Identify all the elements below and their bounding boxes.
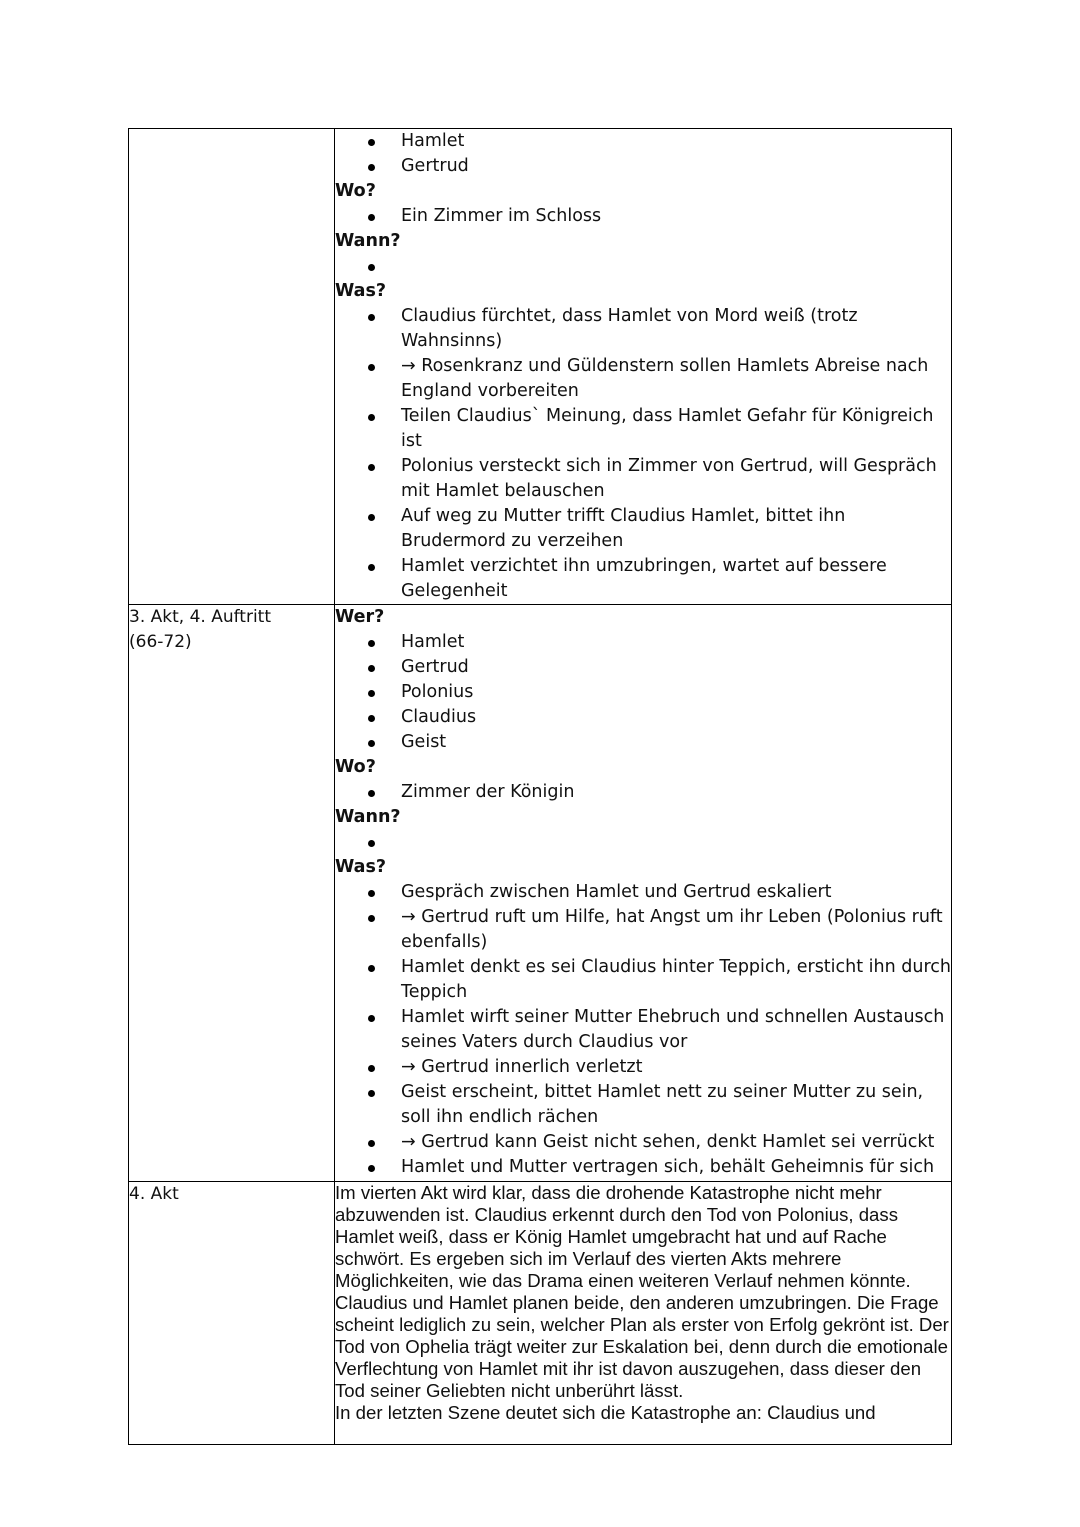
list-item: Hamlet <box>335 129 951 154</box>
bullet-icon <box>335 1055 401 1080</box>
list-item-empty <box>335 830 951 855</box>
list-item: Hamlet verzichtet ihn umzubringen, wartet auf bessere Gelegenheit <box>335 554 951 604</box>
act-summary-cell <box>335 1182 952 1445</box>
list-item: Claudius <box>335 705 951 730</box>
list-item: → Gertrud kann Geist nicht sehen, denkt Hamlet sei verrückt <box>335 1130 951 1155</box>
list-item: Gespräch zwischen Hamlet und Gertrud eskaliert <box>335 880 951 905</box>
list-item: Geist erscheint, bittet Hamlet nett zu seiner Mutter zu sein, soll ihn endlich rächen <box>335 1080 951 1130</box>
list-item: Polonius <box>335 680 951 705</box>
act-summary-paragraph: In der letzten Szene deutet sich die Katastrophe an: Claudius und <box>335 1402 876 1423</box>
bullet-icon <box>335 1080 401 1130</box>
scene-content-cell <box>335 605 952 1182</box>
bullet-icon <box>335 554 401 604</box>
bullet-icon <box>335 1155 401 1180</box>
bullet-icon <box>335 254 401 279</box>
list-item: → Rosenkranz und Güldenstern sollen Hamlets Abreise nach England vorbereiten <box>335 354 951 404</box>
scene-label-cell <box>129 129 335 605</box>
act-summary-paragraph: Im vierten Akt wird klar, dass die drohende Katastrophe nicht mehr abzuwenden ist. Claudius erkennt durch den Tod von Polonius, dass Hamlet weiß, dass er König Hamlet umgebracht hat und auf Rache schwört. Es ergeben sich im Verlauf des vierten Akts mehrere Möglichkeiten, wie das Drama einen weiteren Verlauf nehmen könnte. Claudius und Hamlet planen beide, den anderen umzubringen. Die Frage scheint lediglich zu sein, welcher Plan als erster von Erfolg gekrönt ist. Der Tod von Ophelia trägt weiter zur Eskalation bei, denn durch die emotionale Verflechtung von Hamlet mit ihr ist davon auszugehen, dass dieser den Tod seiner Geliebten nicht unberührt lässt. <box>335 1182 949 1401</box>
list-item: Geist <box>335 730 951 755</box>
list-item: Gertrud <box>335 154 951 179</box>
table-row <box>129 1182 952 1445</box>
bullet-icon <box>335 655 401 680</box>
bullet-icon <box>335 905 401 955</box>
scene-title: 4. Akt <box>129 1184 179 1204</box>
list-item: Hamlet und Mutter vertragen sich, behält Geheimnis für sich <box>335 1155 951 1180</box>
bullet-icon <box>335 705 401 730</box>
table-row <box>129 605 952 1182</box>
bullet-icon <box>335 454 401 504</box>
list-item: Claudius fürchtet, dass Hamlet von Mord weiß (trotz Wahnsinns) <box>335 304 951 354</box>
wann-heading: Wann? <box>335 231 401 251</box>
bullet-icon <box>335 955 401 1005</box>
scene-summary-table <box>128 128 952 1445</box>
scene-lines: (66-72) <box>129 632 192 652</box>
scene-label-cell <box>129 605 335 1182</box>
bullet-icon <box>335 680 401 705</box>
list-item: Polonius versteckt sich in Zimmer von Gertrud, will Gespräch mit Hamlet belauschen <box>335 454 951 504</box>
bullet-icon <box>335 1005 401 1055</box>
was-heading: Was? <box>335 281 387 301</box>
bullet-icon <box>335 1130 401 1155</box>
bullet-icon <box>335 129 401 154</box>
bullet-icon <box>335 354 401 404</box>
bullet-icon <box>335 304 401 354</box>
list-item: Hamlet wirft seiner Mutter Ehebruch und schnellen Austausch seines Vaters durch Claudius vor <box>335 1005 951 1055</box>
list-item: Auf weg zu Mutter trifft Claudius Hamlet, bittet ihn Brudermord zu verzeihen <box>335 504 951 554</box>
bullet-icon <box>335 880 401 905</box>
list-item: Gertrud <box>335 655 951 680</box>
bullet-icon <box>335 780 401 805</box>
scene-title: 3. Akt, 4. Auftritt <box>129 607 271 627</box>
bullet-icon <box>335 404 401 454</box>
list-item: Hamlet <box>335 630 951 655</box>
scene-content-cell <box>335 129 952 605</box>
bullet-icon <box>335 204 401 229</box>
table-row <box>129 129 952 605</box>
bullet-icon <box>335 504 401 554</box>
was-heading: Was? <box>335 857 387 877</box>
list-item: Zimmer der Königin <box>335 780 951 805</box>
list-item-empty <box>335 254 951 279</box>
list-item: Ein Zimmer im Schloss <box>335 204 951 229</box>
list-item: Hamlet denkt es sei Claudius hinter Teppich, ersticht ihn durch Teppich <box>335 955 951 1005</box>
list-item: Teilen Claudius` Meinung, dass Hamlet Gefahr für Königreich ist <box>335 404 951 454</box>
list-item: → Gertrud innerlich verletzt <box>335 1055 951 1080</box>
scene-label-cell <box>129 1182 335 1445</box>
bullet-icon <box>335 730 401 755</box>
bullet-icon <box>335 154 401 179</box>
bullet-icon <box>335 630 401 655</box>
wo-heading: Wo? <box>335 181 376 201</box>
wann-heading: Wann? <box>335 807 401 827</box>
list-item: → Gertrud ruft um Hilfe, hat Angst um ihr Leben (Polonius ruft ebenfalls) <box>335 905 951 955</box>
bullet-icon <box>335 830 401 855</box>
wo-heading: Wo? <box>335 757 376 777</box>
wer-heading: Wer? <box>335 607 385 627</box>
